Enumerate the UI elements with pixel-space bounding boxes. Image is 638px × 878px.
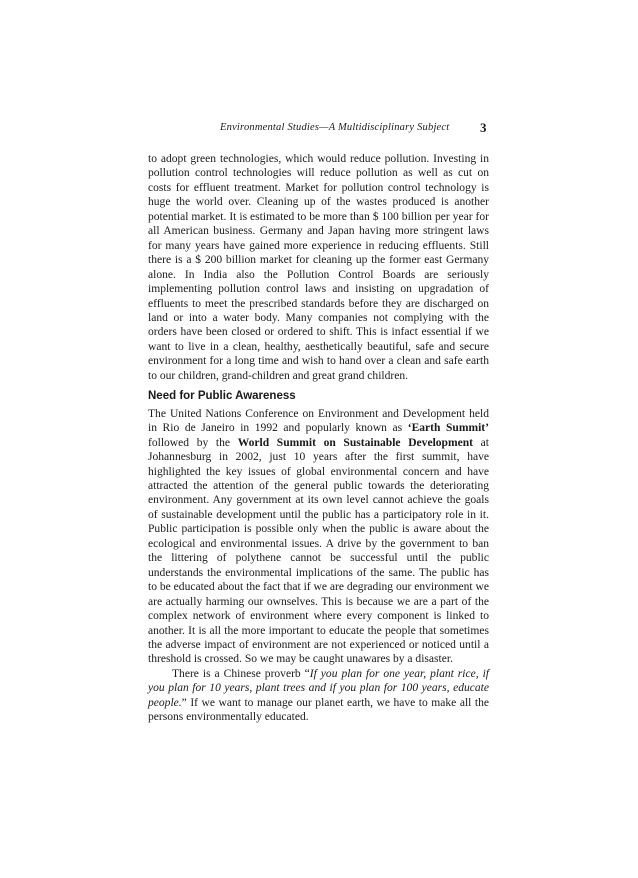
world-summit-term: World Summit on Sustainable Development (237, 436, 473, 449)
section-heading: Need for Public Awareness (148, 390, 296, 403)
running-head-title: Environmental Studies—A Multidisciplinary Subject (220, 122, 450, 133)
page-number: 3 (480, 120, 487, 135)
proverb-quote: If you plan for one year, plant rice, if you plan for 10 years, plant trees and if you plan for 100 years, educate people. (148, 667, 490, 709)
paragraph-chinese-proverb (148, 667, 489, 725)
earth-summit-term: ‘Earth Summit’ (407, 422, 489, 435)
para2-text-e: at Johannesburg in 2002, just 10 years after the first summit, have highlighted the key issues of global environmental concern and have attracted the attention of the general public towards the deteriorating environment. Any government at its own level cannot achieve the goals of sustainable development until the public has a participatory role in it. Public participation is possible only when the public is aware about the ecological and environmental issues. A drive by the government to ban the littering of polythene cannot be successful until the public understands the environmental implications of the same. The public has to be educated about the fact that if we are degrading our environment we are actually harming our ownselves. This is because we are a part of the complex network of environment where every component is linked to another. It is all the more important to educate the people that sometimes the adverse impact of environment are not experienced or noticed until a threshold is crossed. So we may be caught unawares by a disaster. (148, 436, 489, 666)
body-text (148, 152, 489, 725)
paragraph-public-awareness (148, 407, 489, 667)
para2-text-a: The United Nations Conference on Environment and Development held in Rio de Janeiro in 1992 and popularly known as (148, 407, 489, 435)
paragraph-pollution-market: to adopt green technologies, which would reduce pollution. Investing in pollution control technologies will reduce pollution as well as cut on costs for effluent treatment. Market for pollution control technology is huge the world over. Cleaning up of the wastes produced is another potential market. It is estimated to be more than $ 100 billion per year for all American business. Germany and Japan having more stringent laws for many years have gained more experience in reducing effluents. Still there is a $ 200 billion market for cleaning up the former east Germany alone. In India also the Pollution Control Boards are seriously implementing pollution control laws and insisting on upgradation of effluents to meet the prescribed standards before they are discharged on land or into a water body. Many companies not complying with the orders have been closed or ordered to shift. This is infact essential if we want to live in a clean, healthy, aesthetically beautiful, safe and secure environment for a long time and wish to hand over a clean and safe earth to our children, grand-children and great grand children. (148, 153, 489, 382)
para3-text-a: There is a Chinese proverb “ (172, 667, 310, 680)
para2-text-c: followed by the (148, 436, 238, 449)
para3-text-c: ” If we want to manage our planet earth, we have to make all the persons environmentally educated. (148, 696, 489, 724)
